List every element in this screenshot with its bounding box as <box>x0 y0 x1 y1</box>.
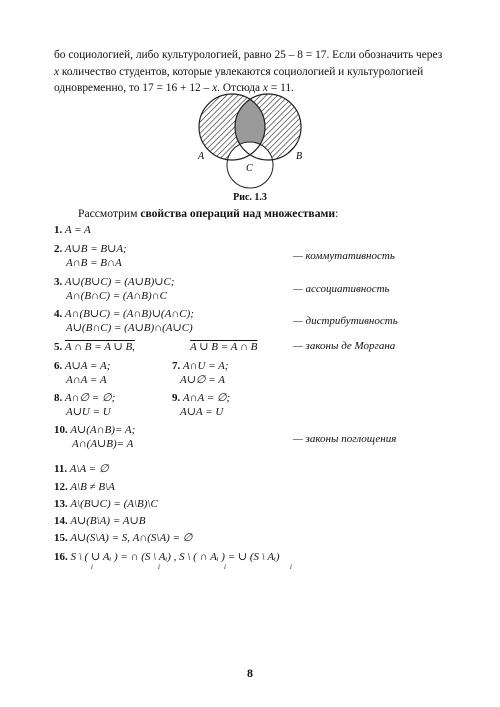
figure-caption: Рис. 1.3 <box>233 192 267 203</box>
property-7-line-2: A∪∅ = A <box>180 374 225 386</box>
property-10: 10. A∪(A∩B)= A; <box>54 424 136 436</box>
property-13: 13. A\(B∪C) = (A\B)\C <box>54 498 158 510</box>
property-4: 4. A∩(B∪C) = (A∩B)∪(A∩C); <box>54 308 194 320</box>
note-associativity: — ассоциативность <box>293 283 390 295</box>
property-3-line-2: A∩(B∩C) = (A∩B)∩C <box>66 290 167 302</box>
property-15: 15. A∪(S\A) = S, A∩(S\A) = ∅ <box>54 532 193 544</box>
section-heading <box>78 207 338 220</box>
paragraph-line-2 <box>54 64 456 81</box>
property-16: 16. S \ ( ∪ Aᵢ ) = ∩ (S \ Aᵢ) , S \ ( ∩ Aᵢ ) = ∪ (S \ Aᵢ) <box>54 551 280 563</box>
paragraph-line-3-a: одновременно, то 17 = 16 + 12 – <box>54 82 213 95</box>
property-12: 12. A\B ≠ B\A <box>54 481 115 493</box>
venn-diagram <box>180 85 320 190</box>
var-x: x <box>54 65 60 78</box>
note-commutativity: — коммутативность <box>293 250 395 262</box>
property-6-line-2: A∩A = A <box>66 374 107 386</box>
property-2: 2. A∪B = B∪A; <box>54 243 127 255</box>
label-a: A <box>198 151 205 162</box>
paragraph-line-3-b: . Отсюда <box>217 82 263 95</box>
label-c: C <box>246 163 253 174</box>
index-i-4: i <box>290 563 292 571</box>
property-9-line-2: A∪A = U <box>180 406 224 418</box>
property-4-line-2: A∪(B∩C) = (A∪B)∩(A∪C) <box>66 322 193 334</box>
property-2-line-2: A∩B = B∩A <box>66 257 122 269</box>
property-6: 6. A∪A = A; <box>54 360 111 372</box>
heading-title: свойства операций над множествами <box>140 207 336 220</box>
property-8-line-2: A∪U = U <box>66 406 111 418</box>
note-de-morgan: — законы де Моргана <box>293 340 396 352</box>
paragraph-line-3-c: = 11. <box>267 82 294 95</box>
note-absorption: — законы поглощения <box>293 433 397 445</box>
property-7: 7. A∩U = A; <box>172 360 229 372</box>
index-i-2: i <box>158 563 160 571</box>
var-x: x <box>262 82 268 95</box>
property-5-part-2: A ∪ B = A ∩ B <box>190 341 258 353</box>
note-distributivity: — дистрибутивность <box>293 315 398 327</box>
paragraph-line-2-text: количество студентов, которые увлекаются социологией и культурологией <box>59 65 424 78</box>
property-10-line-2: A∩(A∪B)= A <box>72 438 134 450</box>
page-number: 8 <box>247 666 253 680</box>
index-i-3: i <box>224 563 226 571</box>
heading-intro: Рассмотрим <box>78 207 141 220</box>
heading-colon: : <box>335 207 339 220</box>
property-8: 8. A∩∅ = ∅; <box>54 392 116 404</box>
property-9: 9. A∩A = ∅; <box>172 392 231 404</box>
property-11: 11. A\A = ∅ <box>54 463 109 475</box>
property-5: 5. A ∩ B = A ∪ B, <box>54 341 135 353</box>
paragraph-line-1: бо социологией, либо культурологией, равно 25 – 8 = 17. Если обозначить через <box>54 49 443 61</box>
property-14: 14. A∪(B\A) = A∪B <box>54 515 146 527</box>
property-1: 1. A = A <box>54 224 91 236</box>
var-x: x <box>212 82 218 95</box>
index-i-1: i <box>91 563 93 571</box>
label-b: B <box>296 151 303 162</box>
property-3: 3. A∪(B∪C) = (A∪B)∪C; <box>54 276 175 288</box>
